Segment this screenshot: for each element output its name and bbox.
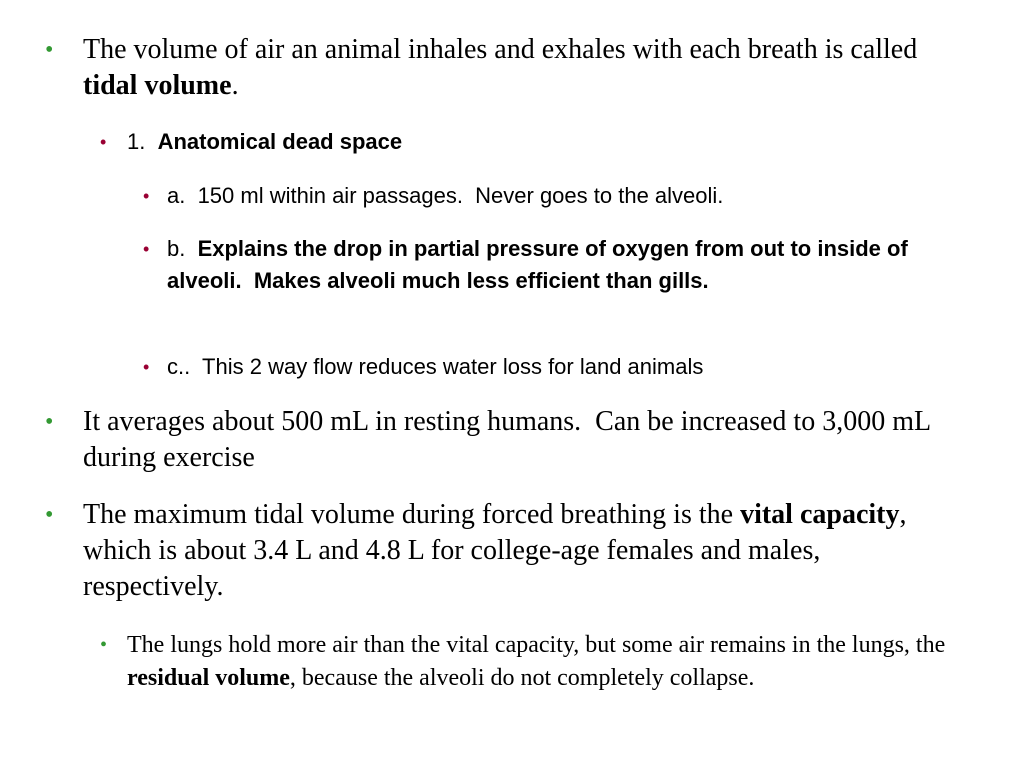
tidal-text-suffix: . [231,70,239,101]
dead-space-heading: Anatomical dead space [157,129,403,154]
bullet-averages [45,404,963,476]
bullet-dot: • [100,132,107,152]
sub-b-label: b. [167,236,198,261]
bullet-dot: • [143,239,150,259]
bullet-dot: • [45,502,54,528]
sub-b-text: Explains the drop in partial pressure of oxygen from out to inside of alveoli. Makes alveoli much less efficient than gills. [167,236,914,293]
vital-text-prefix: The maximum tidal volume during forced breathing is the [83,499,741,530]
bullet-tidal-volume [45,32,963,104]
sub-c-text: c.. This 2 way flow reduces water loss for land animals [167,354,704,379]
bullet-sub-b [143,233,967,297]
bullet-dot: • [45,37,54,63]
vital-capacity-term: vital capacity [740,499,900,530]
bullet-dot: • [45,409,54,435]
bullet-dot: • [143,357,150,377]
bullet-sub-c [143,351,967,383]
residual-text-prefix: The lungs hold more air than the vital capacity, but some air remains in the lungs, the [127,632,946,658]
bullet-dead-space [100,127,967,157]
residual-text-suffix: , because the alveoli do not completely collapse. [289,665,755,691]
bullet-vital-capacity [45,497,963,605]
bullet-sub-a [143,180,967,212]
bullet-residual-volume [100,629,967,695]
averages-text: It averages about 500 mL in resting humans. Can be increased to 3,000 mL during exercise [83,406,938,473]
sub-a-text: a. 150 ml within air passages. Never goes to the alveoli. [167,183,724,208]
bullet-dot: • [143,186,150,206]
bullet-dot: • [100,634,108,656]
tidal-text-prefix: The volume of air an animal inhales and exhales with each breath is called [83,34,918,65]
residual-volume-term: residual volume [127,665,290,691]
dead-space-number: 1. [127,129,158,154]
tidal-volume-term: tidal volume [83,70,232,101]
vital-text-suffix: , which is about 3.4 L and 4.8 L for college-age females and males, respectively. [83,499,907,602]
